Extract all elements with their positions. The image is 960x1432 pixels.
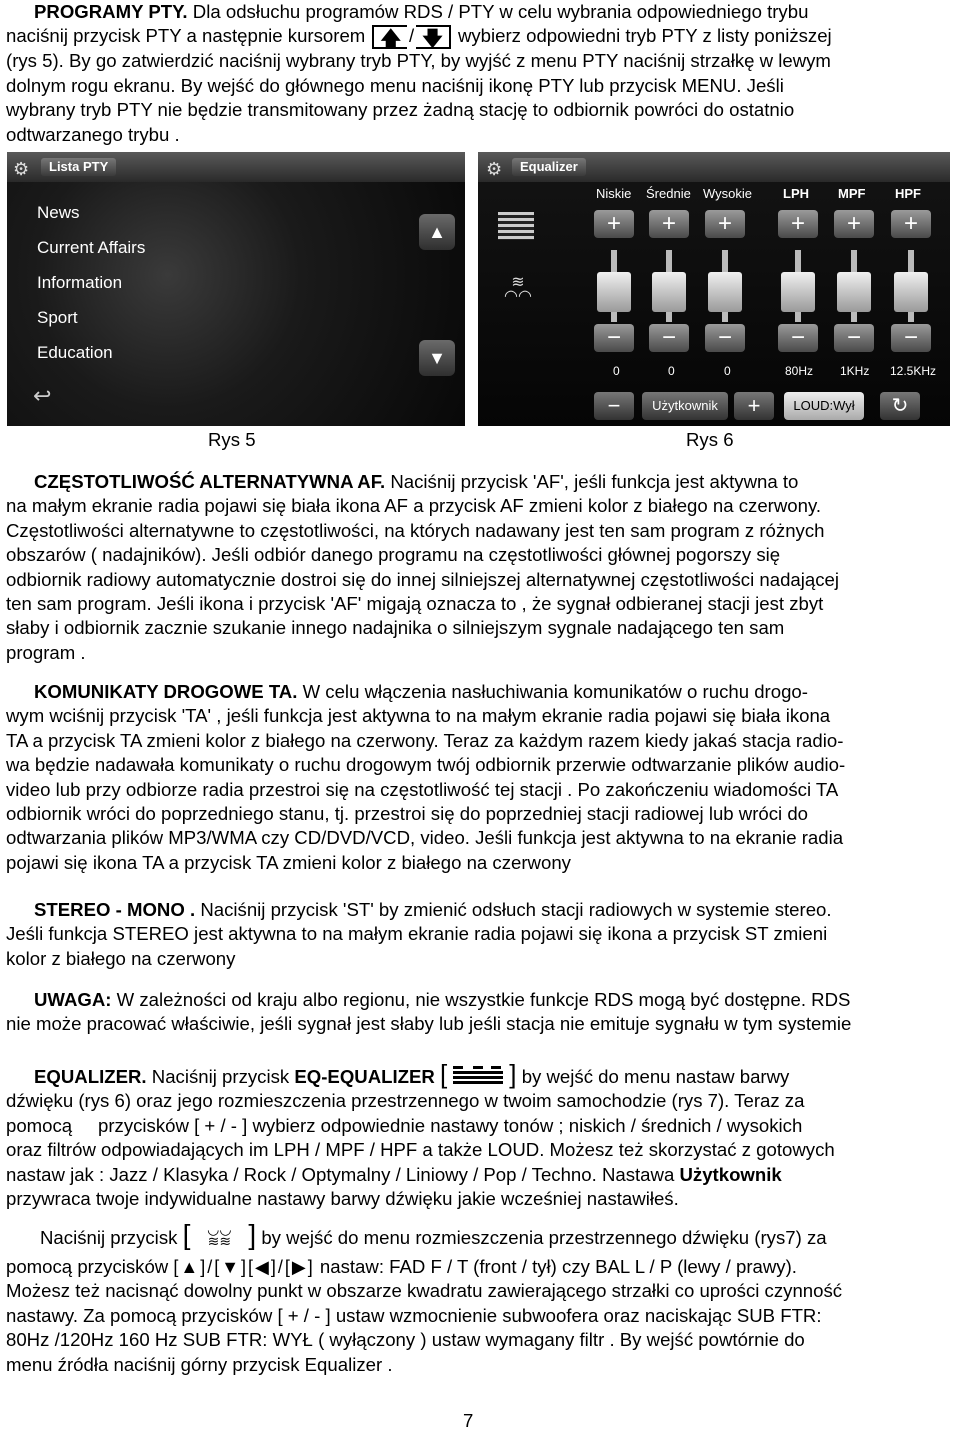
niskie-plus-button[interactable]: + [594,210,634,238]
intro-line: odtwarzanego trybu . [6,123,180,145]
up-arrow-button-glyph [372,25,407,49]
ta-line: wa będzie nadawała komunikaty o ruchu drogowym twój odbiornik przerwie odtwarzanie plików audio- [6,754,846,776]
mpf-value: 1KHz [840,364,870,378]
bracket-right: ] [248,1219,257,1250]
user-preset-name: Użytkownik [679,1163,782,1185]
eq-line: dźwięku (rys 6) oraz jego rozmieszczenia przestrzennego w twoim samochodzie (rys 7). Teraz za [6,1090,805,1112]
equalizer-heading: EQUALIZER. [34,1066,147,1087]
ta-line: video lub przy odbiorze radia przestroi się na częstotliwość tej stacji . Po zakończeniu wiadomości TA [6,778,839,800]
pty-item-education[interactable]: Education [37,343,113,362]
band-label-niskie: Niskie [596,186,632,201]
scroll-up-button[interactable] [419,214,455,250]
af-line: słaby i odbiornik zacznie szukanie innego nadajnika o silniejszym sygnale nadającego ten sam [6,617,785,639]
intro-line: Dla odsłuchu programów RDS / PTY w celu wybrania odpowiedniego trybu [192,1,809,22]
af-line: ten sam program. Jeśli ikona i przycisk 'AF' migają oznacza to , że sygnał odbieranej stacji jest zbyt [6,593,824,615]
pty-item-news[interactable]: News [37,203,80,222]
pty-topbar [7,152,465,182]
niskie-slider-knob[interactable] [597,272,631,312]
hpf-slider-knob[interactable] [894,272,928,312]
figure-5-caption: Rys 5 [208,429,256,450]
pty-item-current-affairs[interactable]: Current Affairs [37,238,146,257]
equalizer-screen [478,152,950,426]
stereo-section [6,898,956,971]
preset-prev-button[interactable]: − [594,392,634,420]
af-line: obszarów ( nadajników). Jeśli odbiór danego programu na częstotliwości głównej pogorszy się [6,544,781,566]
settings-gear-icon[interactable]: ⚙ [13,159,30,179]
eq-line: oraz filtrów odpowiadających im LPH / MPF / HPF a także LOUD. Możesz też skorzystać z gotowych [6,1139,835,1161]
speaker-fader-icon: ◡◡ ≋≋ [207,1221,232,1249]
uwaga-heading: UWAGA: [34,989,112,1010]
eq-line: wybierz odpowiednie nastawy tonów ; niskich / średnich / wysokich [252,1114,803,1136]
page-number: 7 [463,1410,474,1431]
down-arrow-icon: 🡇 [422,28,443,51]
mpf-slider-knob[interactable] [837,272,871,312]
band-label-lph: LPH [783,186,809,201]
eq-line: nastaw jak : Jazz / Klasyka / Rock / Optymalny / Liniowy / Pop / Techno. Nastawa [6,1163,675,1185]
back-arrow-icon[interactable]: ↩ [33,383,52,408]
fad-line: pomocą przycisków [6,1256,169,1277]
lph-value: 80Hz [785,364,814,378]
stereo-line: Naciśnij przycisk 'ST' by zmienić odsłuch stacji radiowych w systemie stereo. [200,899,832,920]
fader-section [6,1218,956,1377]
wysokie-value: 0 [724,364,731,378]
wysokie-plus-button[interactable]: + [705,210,745,238]
fad-line: Naciśnij przycisk [40,1227,178,1248]
loud-toggle-button[interactable]: LOUD:Wył [784,392,864,420]
srednie-plus-button[interactable]: + [649,210,689,238]
af-line: Częstotliwości alternatywne to częstotliwości, na których nadawany jest ten sam program z różnych [6,519,825,541]
up-arrow-icon: 🡅 [380,28,402,51]
preset-next-button[interactable]: + [734,392,774,420]
wysokie-slider-knob[interactable] [708,272,742,312]
eq-line: przywraca twoje indywidualne nastawy barwy dźwięku jakie wcześniej nastawiłeś. [6,1188,679,1210]
plus-minus-glyph: [ + / - ] [277,1304,331,1326]
fad-line: by wejść do menu rozmieszczenia przestrzennego dźwięku (rys7) za [261,1227,827,1248]
fad-line: menu źródła naciśnij górny przycisk Equalizer . [6,1353,393,1375]
pty-list-title: Lista PTY [41,158,116,176]
equalizer-bars-icon [451,1063,505,1087]
intro-heading: PROGRAMY PTY. [34,1,188,22]
af-line: Naciśnij przycisk 'AF', jeśli funkcja jest aktywna to [390,471,799,492]
ta-line: TA a przycisk TA zmieni kolor z białego na czerwony. Teraz za każdym razem kiedy jakaś stacja radio- [6,729,844,751]
mpf-minus-button[interactable]: − [834,324,874,352]
pty-list-screen [7,152,465,426]
bracket-right: ] [509,1059,517,1089]
niskie-minus-button[interactable]: − [594,324,634,352]
ta-line: wym wciśnij przycisk 'TA' , jeśli funkcja jest aktywna to na małym ekranie radia pojawi się biała ikona [6,705,831,727]
hpf-minus-button[interactable]: − [891,324,931,352]
af-section [6,470,956,665]
eq-line: by wejść do menu nastaw barwy [521,1066,790,1087]
eq-line: przycisków [98,1114,189,1136]
eq-line: pomocą [6,1114,73,1136]
eq-topbar [478,152,950,182]
arrow-down-icon: ▼ [428,348,446,368]
fad-line: Możesz też nacisnąć dowolny punkt w obszarze kwadratu zawierającego strzałki co uprości czynność [6,1280,843,1302]
srednie-minus-button[interactable]: − [649,324,689,352]
pty-item-sport[interactable]: Sport [37,308,78,327]
scroll-down-button[interactable] [419,340,455,376]
fad-line: 80Hz /120Hz 160 Hz SUB FTR: WYŁ ( wyłączony ) ustaw wymagany filtr . By wejść powtórnie do [6,1329,805,1351]
af-heading: CZĘSTOTLIWOŚĆ ALTERNATYWNA AF. [34,471,386,492]
figure-6-caption: Rys 6 [686,429,734,450]
band-label-hpf: HPF [895,186,921,201]
af-line: program . [6,641,86,663]
stereo-line: Jeśli funkcja STEREO jest aktywna to na małym ekranie radia pojawi się ikona a przycisk ST zmieni [6,923,828,945]
intro-line: wybrany tryb PTY nie będzie transmitowany przez żadną stację to odbiornik powróci do ostatnio [6,99,795,121]
lph-minus-button[interactable]: − [778,324,818,352]
intro-line: wybierz odpowiedni tryb PTY z listy poniższej [457,25,832,47]
ta-heading: KOMUNIKATY DROGOWE TA. [34,681,298,702]
stereo-line: kolor z białego na czerwony [6,947,236,969]
ta-line: W celu włączenia nasłuchiwania komunikatów o ruchu drogo- [302,681,808,702]
band-label-srednie: Średnie [646,186,691,201]
hpf-plus-button[interactable]: + [891,210,931,238]
preset-label[interactable]: Użytkownik [642,392,728,420]
band-label-mpf: MPF [838,186,866,201]
af-line: na małym ekranie radia pojawi się biała ikona AF a przycisk AF zmieni kolor z białego na czerwony. [6,495,822,517]
arrow-up-icon: ▲ [428,222,446,242]
fad-line: nastawy. Za pomocą przycisków [6,1304,273,1326]
intro-line: (rys 5). By go zatwierdzić naciśnij wybrany tryb PTY, by wyjść z menu PTY naciśnij strzałkę w lewym [6,50,831,72]
uwaga-line: nie może pracować właściwie, jeśli sygnał jest słaby lub jeśli stacja nie emituje sygnału w tym systemie [6,1013,852,1035]
fad-line: ustaw wzmocnienie subwoofera oraz naciskając SUB FTR: [335,1304,822,1326]
direction-arrows-glyph: [▲]/[▼][◀]/[▶] [173,1257,315,1277]
wysokie-minus-button[interactable]: − [705,324,745,352]
mpf-plus-button[interactable]: + [834,210,874,238]
niskie-value: 0 [613,364,620,378]
settings-gear-icon[interactable]: ⚙ [486,159,503,179]
intro-section: PROGRAMY PTY. Dla odsłuchu programów RDS / PTY w celu wybrania odpowiedniego trybu naciśnij przycisk PTY a następnie kursorem 🡅 / 🡇 wybierz odpowiedni tryb PTY z listy poniższej (rys 5). By go zatwierdzić naciśnij wybrany tryb PTY, by wyjść z menu PTY naciśnij strzałkę w lewym dolnym rogu ekranu. By wejść do głównego menu naciśnij ikonę PTY lub przycisk MENU. Jeśli wybrany tryb PTY nie będzie transmitowany przez żadną stację to odbiornik powróci do ostatnio odtwarzanego trybu . [6,0,956,147]
bracket-left: [ [182,1219,191,1250]
srednie-slider-knob[interactable] [652,272,686,312]
af-line: odbiornik radiowy automatycznie dostroi się do innej silniejszej alternatywnej częstotliwości nadającej [6,568,840,590]
fad-line: nastaw: FAD F / T (front / tył) czy BAL L / P (lewy / prawy). [319,1256,797,1277]
bracket-left: [ [440,1059,448,1089]
intro-line: dolnym rogu ekranu. By wejść do głównego menu naciśnij ikonę PTY lub przycisk MENU. Jeśli [6,74,784,96]
band-label-wysokie: Wysokie [703,186,753,201]
uwaga-line: W zależności od kraju albo regionu, nie wszystkie funkcje RDS mogą być dostępne. RDS [116,989,851,1010]
pty-item-information[interactable]: Information [37,273,123,292]
ta-line: pojawi się ikona TA a przycisk TA zmieni kolor z białego na czerwony [6,851,571,873]
reset-icon[interactable]: ↻ [880,392,920,420]
ta-line: odbiornik wróci do poprzedniego stanu, tj. przestroi się do poprzedniej stacji radiowej lub wróci do [6,803,809,825]
equalizer-section [6,1059,956,1211]
eq-bars-icon[interactable] [498,212,534,240]
uwaga-section [6,988,956,1037]
eq-line: Naciśnij przycisk [151,1066,290,1087]
plus-minus-glyph: [ + / - ] [194,1114,248,1136]
equalizer-title: Equalizer [512,158,586,176]
eq-button-name: EQ-EQUALIZER [294,1066,435,1087]
down-arrow-button-glyph [416,25,451,49]
stereo-heading: STEREO - MONO . [34,899,196,920]
ta-section [6,680,956,875]
hpf-value: 12.5KHz [890,364,937,378]
lph-slider-knob[interactable] [781,272,815,312]
speaker-fader-icon[interactable]: ≋ ◠◠ [504,274,532,305]
srednie-value: 0 [668,364,675,378]
lph-plus-button[interactable]: + [778,210,818,238]
ta-line: odtwarzania plików MP3/WMA czy CD/DVD/VCD, video. Jeśli funkcja jest aktywna to na ekranie radia [6,827,844,849]
intro-line: naciśnij przycisk PTY a następnie kursorem [6,25,366,47]
